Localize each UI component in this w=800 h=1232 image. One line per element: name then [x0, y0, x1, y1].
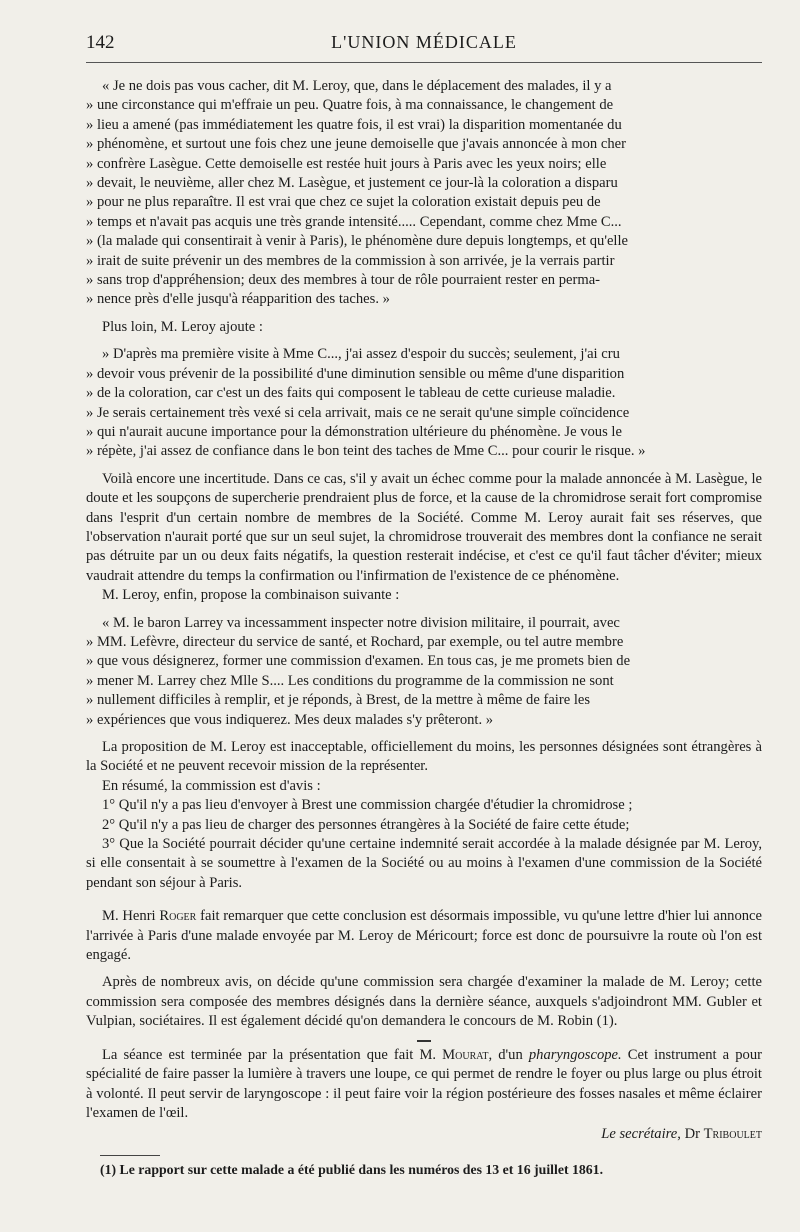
conclusion-item: 3° Que la Société pourrait décider qu'une certaine indemnité serait accordée à la malade désignée par M. Leroy, si elle consentait à se soumettre à l'examen de la Société ou au moins à l'examen d'une commission de la Société pendant son séjour à Paris. [86, 836, 762, 891]
quote-line: » MM. Lefèvre, directeur du service de santé, et Rochard, par exemple, ou tel autre membre [86, 633, 624, 650]
quote-line: » répète, j'ai assez de confiance dans le bon teint des taches de Mme C... pour courir le risque. » [86, 443, 646, 460]
article-body [86, 77, 762, 1179]
text-fragment: fait remarquer que cette conclusion est désormais impossible, vu qu'une lettre d'hier lui annonce l'arrivée à Paris d'une malade envoyée par M. Leroy de Méricourt; force est donc de poursuivre la route où l'on est engagé. [86, 908, 762, 964]
quote-line: » (la malade qui consentirait à venir à Paris), le phénomène dure depuis longtemps, et qu'elle [86, 233, 629, 250]
quote-line: » D'après ma première visite à Mme C..., j'ai assez d'espoir du succès; seulement, j'ai cru [102, 346, 620, 363]
quote-line: » temps et n'avait pas acquis une très grande intensité..... Cependant, comme chez Mme C... [86, 213, 622, 230]
paragraph-resume: En résumé, la commission est d'avis : [102, 777, 321, 794]
quote-line: » confrère Lasègue. Cette demoiselle est restée huit jours à Paris avec les yeux noirs; elle [86, 155, 607, 172]
signature [86, 1125, 762, 1144]
quote-line: » sans trop d'appréhension; deux des membres à tour de rôle pourraient rester en perma- [86, 272, 601, 289]
footnote: (1) Le rapport sur cette malade a été publié dans les numéros des 13 et 16 juillet 1861. [100, 1161, 604, 1177]
quote-line: » que vous désignerez, former une commission d'examen. En tous cas, je me promets bien de [86, 653, 631, 670]
paragraph-incertitude: Voilà encore une incertitude. Dans ce cas, s'il y avait un échec comme pour la malade annoncée à M. Lasègue, le doute et les soupçons de supercherie prendraient plus de force, et la cause de la chromidrose serait fort compromise dans l'esprit d'un certain nombre de membres de la Société. Comme M. Leroy aurait fait ses réserves, que l'observation n'aurait porté que sur un seul sujet, la chromidrose trouverait des membres dont la confiance ne serait pas détruite par un ou deux faits négatifs, la question resterait indécise, et c'est ce qu'il faut tâcher d'éviter; mieux vaudrait attendre du temps la confirmation ou l'infirmation de l'existence de ce phénomène. [86, 470, 762, 584]
text-fragment: La séance est terminée par la présentation que fait M. [102, 1046, 443, 1063]
quote-line: » pour ne plus reparaître. Il est vrai que chez ce sujet la coloration existait depuis peu de [86, 194, 601, 211]
paragraph-combinaison: M. Leroy, enfin, propose la combinaison suivante : [102, 587, 400, 604]
quote-line: « M. le baron Larrey va incessamment inspecter notre division militaire, il pourrait, avec [102, 614, 620, 631]
quote-line: » nence près d'elle jusqu'à réapparition des taches. » [86, 291, 390, 308]
quote-leroy-3 [86, 614, 762, 730]
quote-line: » nullement difficiles à remplir, et je réponds, à Brest, de la mettre à même de faire les [86, 692, 591, 709]
paragraph-seance [86, 1046, 762, 1124]
header-rule [86, 62, 762, 63]
page-number: 142 [86, 32, 115, 53]
section-divider [417, 1040, 431, 1042]
instrument-name: pharyngoscope. [528, 1046, 622, 1063]
footnote-rule [100, 1155, 160, 1156]
quote-line: » qui n'aurait aucune importance pour la démonstration ultérieure du phénomène. Je vous le [86, 423, 622, 440]
quote-line: » de la coloration, car c'est un des faits qui composent le tableau de cette curieuse maladie. [86, 385, 616, 402]
quote-line: » une circonstance qui m'effraie un peu. Quatre fois, à ma connaissance, le changement de [86, 97, 614, 114]
person-name: Mourat [442, 1046, 489, 1063]
quote-leroy-1 [86, 77, 762, 310]
paragraph-roger [86, 907, 762, 965]
signature-role: Le secrétaire [601, 1126, 678, 1143]
quote-line: » devait, le neuvième, aller chez M. Lasègue, et justement ce jour-là la coloration a disparu [86, 175, 618, 192]
person-name: Roger [159, 908, 197, 925]
paragraph-apres: Après de nombreux avis, on décide qu'une commission sera chargée d'examiner la malade de M. Leroy; cette commission sera composée des membres désignés dans la dernière séance, auxquels s'adjoindront MM. Gubler et Vulpian, sociétaires. Il est également décidé qu'on demandera le concours de M. Robin (1). [86, 974, 762, 1030]
running-title: L'UNION MÉDICALE [331, 32, 517, 52]
quote-line: « Je ne dois pas vous cacher, dit M. Leroy, que, dans le déplacement des malades, il y a [102, 78, 612, 94]
text-fragment: Cet instrument a pour spécialité de faire passer la lumière à travers une loupe, ce qui permet de rendre le foyer ou plus large ou plus étroit à volonté. Il peut servir de laryngoscope : il peut faire voir la région postérieure des fosses nasales et même éclairer l'examen de l'œil. [86, 1046, 763, 1121]
quote-leroy-2 [86, 345, 762, 461]
text-fragment: , Dr [677, 1126, 704, 1143]
paragraph-plus-loin: Plus loin, M. Leroy ajoute : [102, 318, 263, 335]
text-fragment: , d'un [488, 1046, 529, 1063]
quote-line: » mener M. Larrey chez Mlle S.... Les conditions du programme de la commission ne sont [86, 672, 614, 689]
quote-line: » lieu a amené (pas immédiatement les quatre fois, il est vrai) la disparition momentanée du [86, 116, 622, 133]
text-fragment: M. Henri [102, 908, 160, 925]
conclusion-item: 2° Qu'il n'y a pas lieu de charger des personnes étrangères à la Société de faire cette étude; [102, 816, 630, 833]
paragraph-proposition: La proposition de M. Leroy est inacceptable, officiellement du moins, les personnes désignées sont étrangères à la Société et ne peuvent recevoir mission de la représenter. [86, 739, 762, 775]
page-header [86, 28, 762, 62]
quote-line: » Je serais certainement très vexé si cela arrivait, mais ce ne serait qu'une simple coïncidence [86, 404, 630, 421]
conclusion-item: 1° Qu'il n'y a pas lieu d'envoyer à Brest une commission chargée d'étudier la chromidrose ; [102, 797, 633, 814]
quote-line: » devoir vous prévenir de la possibilité d'une diminution sensible ou même d'une disparition [86, 365, 625, 382]
quote-line: » phénomène, et surtout une fois chez une jeune demoiselle que j'avais annoncée à mon cher [86, 136, 626, 153]
quote-line: » expériences que vous indiquerez. Mes deux malades s'y prêteront. » [86, 711, 494, 728]
signature-name: Tribouleт [703, 1126, 762, 1143]
quote-line: » irait de suite prévenir un des membres de la commission à son arrivée, je la verrais partir [86, 252, 615, 269]
